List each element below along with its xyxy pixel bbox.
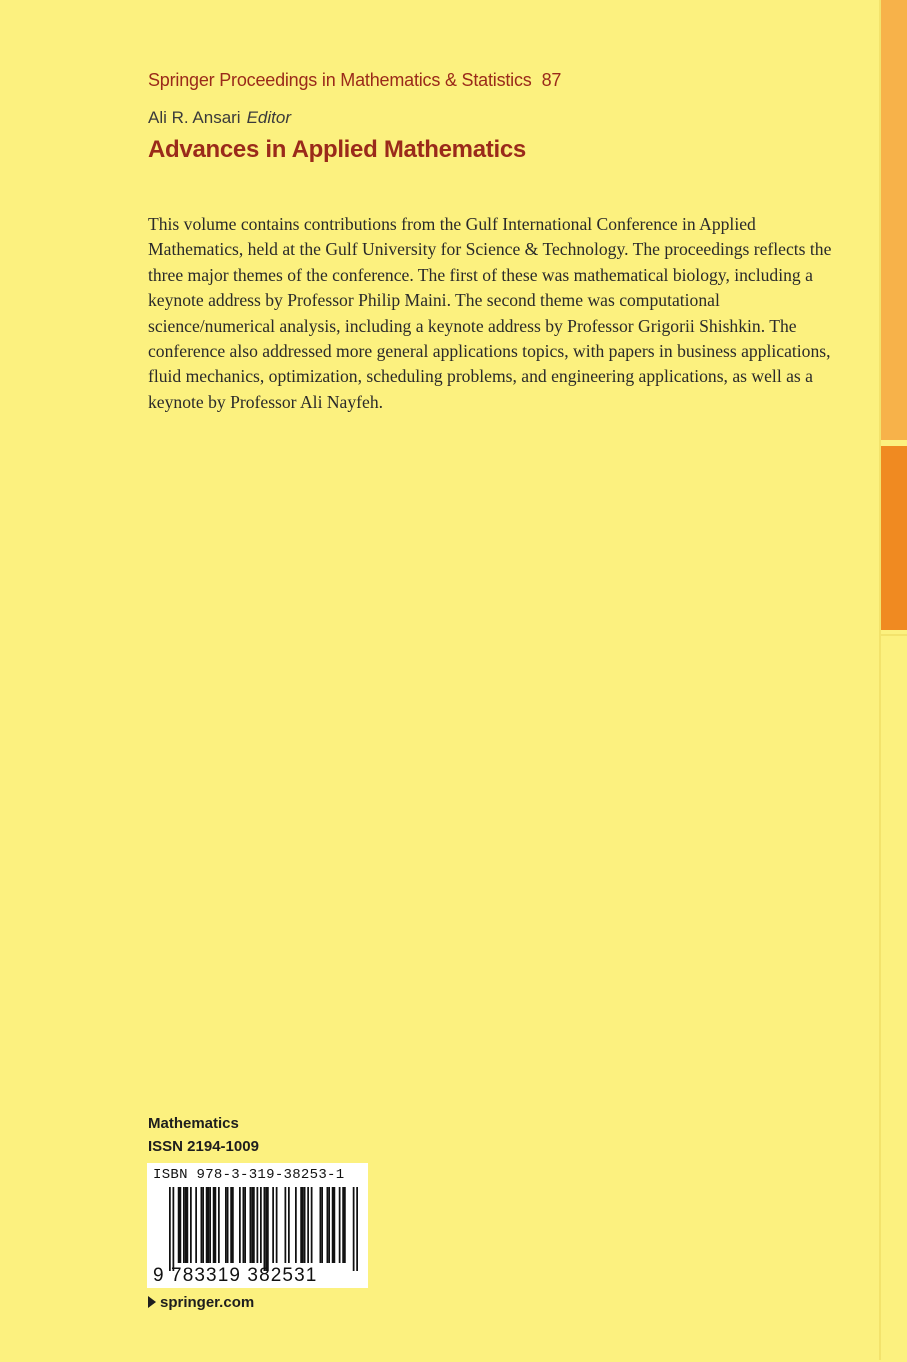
barcode-bar: [183, 1187, 185, 1263]
barcode-bar: [187, 1187, 189, 1263]
barcode-bar: [215, 1187, 217, 1263]
barcode-bar: [307, 1187, 309, 1263]
series-title: [148, 70, 561, 91]
barcode-bar: [185, 1187, 187, 1263]
barcode-bar: [300, 1187, 302, 1263]
barcode-bar: [178, 1187, 180, 1263]
barcode-bar: [253, 1187, 255, 1263]
editor-role: Editor: [246, 108, 292, 127]
arrow-right-icon: [148, 1296, 156, 1308]
barcode-bar: [265, 1187, 267, 1271]
barcode-bar: [260, 1187, 262, 1263]
spine-band-light-orange: [881, 0, 907, 440]
spine-edge: [879, 0, 907, 1360]
barcode-bar: [276, 1187, 278, 1263]
barcode-bar: [342, 1187, 344, 1263]
barcode-bar: [320, 1187, 322, 1263]
barcode-bar: [264, 1187, 266, 1271]
barcode-bar: [339, 1187, 341, 1263]
spine-band-orange: [881, 446, 907, 630]
book-title: Advances in Applied Mathematics: [148, 136, 526, 163]
barcode-bar: [180, 1187, 182, 1263]
barcode-bar: [243, 1187, 245, 1263]
barcode-bar: [285, 1187, 287, 1263]
barcode-bar: [225, 1187, 227, 1263]
barcode-bar: [334, 1187, 336, 1263]
barcode-bar: [244, 1187, 246, 1263]
subject-label: Mathematics: [148, 1115, 239, 1132]
barcode-bar: [353, 1187, 355, 1271]
barcode-bar: [327, 1187, 329, 1263]
barcode-bar: [239, 1187, 241, 1263]
barcode-bar: [302, 1187, 304, 1263]
barcode-bar: [321, 1187, 323, 1263]
barcode-bar: [213, 1187, 215, 1263]
website-text: springer.com: [160, 1294, 255, 1311]
barcode-bar: [328, 1187, 330, 1263]
barcode-bar: [173, 1187, 175, 1271]
barcode-bar: [218, 1187, 220, 1263]
barcode-bar: [288, 1187, 290, 1263]
barcode-bar: [311, 1187, 313, 1263]
barcode-bar: [272, 1187, 274, 1263]
barcode-bar: [227, 1187, 229, 1263]
barcode-bar: [250, 1187, 252, 1263]
barcode-bar: [206, 1187, 208, 1263]
barcode-bar: [208, 1187, 210, 1263]
series-name: Springer Proceedings in Mathematics & Statistics: [148, 70, 532, 90]
issn-label: ISSN 2194-1009: [148, 1138, 259, 1155]
barcode-bar: [267, 1187, 269, 1271]
barcode-bar: [169, 1187, 171, 1271]
barcode-bar: [201, 1187, 203, 1263]
spine-band-yellow: [881, 634, 907, 1362]
barcode-bar: [251, 1187, 253, 1263]
ean-number: 9 783319 382531: [153, 1265, 318, 1286]
isbn-text: ISBN 978-3-319-38253-1: [153, 1167, 345, 1183]
barcode-bar: [190, 1187, 192, 1263]
barcode-bar: [332, 1187, 334, 1263]
barcode-bar: [304, 1187, 306, 1263]
publisher-website[interactable]: [148, 1294, 254, 1311]
series-number: 87: [541, 70, 562, 90]
barcode-bar: [209, 1187, 211, 1263]
isbn-barcode: [147, 1163, 368, 1288]
barcode-bar: [195, 1187, 197, 1263]
barcode-bar: [232, 1187, 234, 1263]
editor-line: [148, 108, 291, 128]
barcode-bar: [230, 1187, 232, 1263]
barcode-bar: [356, 1187, 358, 1271]
editor-name: Ali R. Ansari: [148, 108, 241, 127]
book-description: This volume contains contributions from the Gulf International Conference in Applied Mathematics, held at the Gulf University for Science & Technology. The proceedings reflects the three major themes of the conference. The first of these was mathematical biology, including a keynote address by Professor Philip Maini. The second theme was computational science/numerical analysis, including a keynote address by Professor Grigorii Shishkin. The conference also addressed more general applications topics, with papers in business applications, fluid mechanics, optimization, scheduling problems, and engineering applications, as well as a keynote by Professor Ali Nayfeh.: [148, 214, 832, 412]
barcode-bar: [202, 1187, 204, 1263]
barcode-bar: [257, 1187, 259, 1263]
barcode-bar: [344, 1187, 346, 1263]
barcode-bar: [295, 1187, 297, 1263]
